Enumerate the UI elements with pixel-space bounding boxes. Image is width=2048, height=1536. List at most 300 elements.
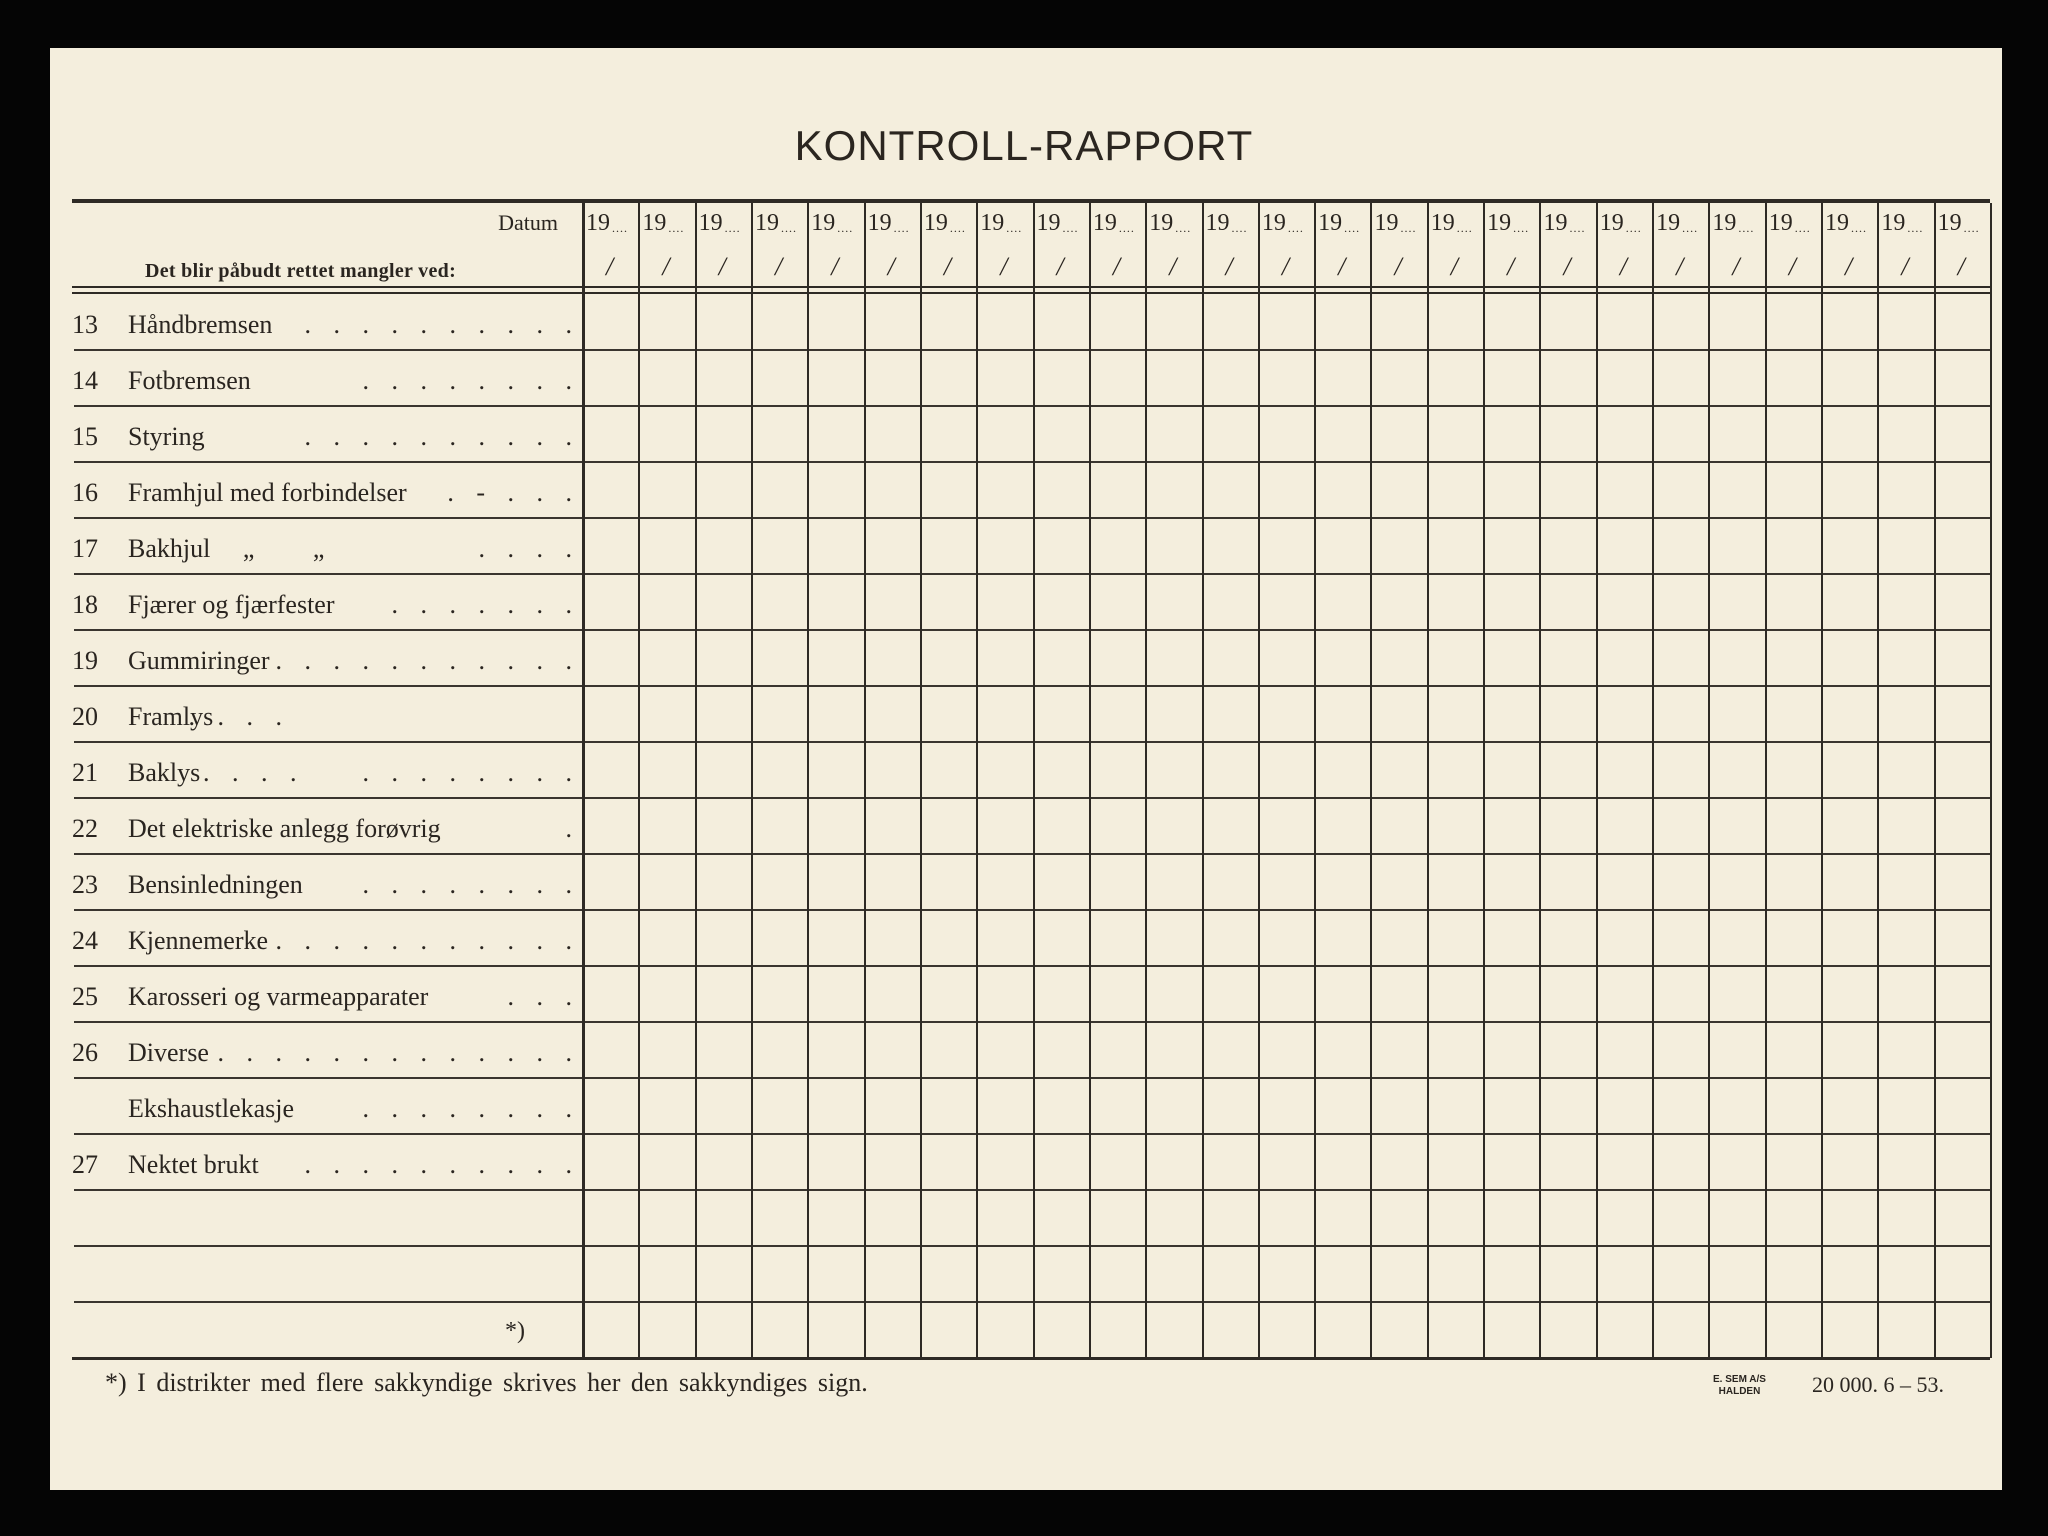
date-cell[interactable] [866,1023,919,1076]
date-cell[interactable] [1936,1023,1989,1076]
date-cell[interactable] [1316,1079,1369,1132]
date-cell[interactable] [1372,1023,1425,1076]
date-cell[interactable] [1260,1247,1313,1300]
date-cell[interactable] [1879,1247,1932,1300]
date-cell[interactable] [1035,519,1088,572]
date-cell[interactable] [866,743,919,796]
date-cell[interactable] [1823,799,1876,852]
date-cell[interactable] [922,1079,975,1132]
date-cell[interactable] [1879,911,1932,964]
date-cell[interactable] [1091,463,1144,516]
date-cell[interactable] [809,463,862,516]
date-cell[interactable] [1541,1303,1594,1356]
date-cell[interactable] [1541,799,1594,852]
date-cell[interactable] [640,1247,693,1300]
date-cell[interactable] [640,575,693,628]
date-cell[interactable] [584,687,637,740]
date-cell[interactable] [640,687,693,740]
date-cell[interactable] [1485,351,1538,404]
date-cell[interactable] [1035,1023,1088,1076]
date-cell[interactable] [1372,967,1425,1020]
date-cell[interactable] [1147,631,1200,684]
date-cell[interactable] [1316,687,1369,740]
date-cell[interactable] [1879,967,1932,1020]
date-cell[interactable] [1767,1023,1820,1076]
date-cell[interactable] [1429,911,1482,964]
date-cell[interactable] [1429,1135,1482,1188]
date-cell[interactable] [753,687,806,740]
date-cell[interactable] [1204,1303,1257,1356]
date-cell[interactable] [584,855,637,908]
date-cell[interactable] [866,1247,919,1300]
date-cell[interactable] [1372,463,1425,516]
date-cell[interactable] [1316,463,1369,516]
date-cell[interactable] [1823,1191,1876,1244]
date-cell[interactable] [1767,687,1820,740]
date-cell[interactable] [640,407,693,460]
date-cell[interactable] [866,855,919,908]
date-cell[interactable] [697,1079,750,1132]
date-cell[interactable] [978,1191,1031,1244]
date-cell[interactable] [1035,743,1088,796]
date-cell[interactable] [1372,1191,1425,1244]
date-cell[interactable] [1091,1303,1144,1356]
date-cell[interactable] [1316,519,1369,572]
date-cell[interactable] [809,351,862,404]
date-cell[interactable] [1316,351,1369,404]
date-cell[interactable] [1936,575,1989,628]
date-cell[interactable] [1372,351,1425,404]
date-cell[interactable] [1936,743,1989,796]
date-cell[interactable] [1541,519,1594,572]
date-cell[interactable] [1485,519,1538,572]
date-cell[interactable] [1485,799,1538,852]
date-cell[interactable] [753,351,806,404]
date-cell[interactable] [922,743,975,796]
date-cell[interactable] [1147,1023,1200,1076]
date-cell[interactable] [753,1191,806,1244]
date-cell[interactable] [1598,1135,1651,1188]
date-cell[interactable] [1429,967,1482,1020]
date-cell[interactable] [584,967,637,1020]
date-cell[interactable] [1204,1079,1257,1132]
date-cell[interactable] [1429,799,1482,852]
date-cell[interactable] [753,1023,806,1076]
date-cell[interactable] [1598,351,1651,404]
date-cell[interactable] [1654,519,1707,572]
date-cell[interactable] [1541,967,1594,1020]
date-cell[interactable] [1372,743,1425,796]
date-cell[interactable] [1429,463,1482,516]
date-cell[interactable] [1710,575,1763,628]
date-cell[interactable] [1372,1303,1425,1356]
date-cell[interactable] [1485,855,1538,908]
date-cell[interactable] [1372,631,1425,684]
date-cell[interactable] [584,575,637,628]
date-cell[interactable] [1147,1079,1200,1132]
date-cell[interactable] [1147,1303,1200,1356]
date-cell[interactable] [809,967,862,1020]
date-cell[interactable] [922,407,975,460]
date-cell[interactable] [866,295,919,348]
date-cell[interactable] [1598,631,1651,684]
date-cell[interactable] [1823,855,1876,908]
date-cell[interactable] [1091,575,1144,628]
date-cell[interactable] [1485,1135,1538,1188]
date-cell[interactable] [1204,1191,1257,1244]
date-cell[interactable] [1372,855,1425,908]
date-cell[interactable] [1598,1079,1651,1132]
date-cell[interactable] [1316,1303,1369,1356]
date-cell[interactable] [809,799,862,852]
date-cell[interactable] [1485,1023,1538,1076]
date-cell[interactable] [1767,1247,1820,1300]
date-cell[interactable] [1879,575,1932,628]
date-cell[interactable] [866,799,919,852]
date-cell[interactable] [1598,519,1651,572]
date-cell[interactable] [1316,911,1369,964]
date-cell[interactable] [1147,519,1200,572]
date-cell[interactable] [1372,1079,1425,1132]
date-cell[interactable] [1091,799,1144,852]
date-cell[interactable] [1485,295,1538,348]
date-cell[interactable] [1541,687,1594,740]
date-cell[interactable] [1710,295,1763,348]
date-cell[interactable] [922,687,975,740]
date-cell[interactable] [1260,575,1313,628]
date-cell[interactable] [1879,1023,1932,1076]
date-cell[interactable] [1204,911,1257,964]
date-cell[interactable] [1710,799,1763,852]
date-cell[interactable] [866,1303,919,1356]
date-cell[interactable] [809,631,862,684]
date-cell[interactable] [584,1303,637,1356]
date-cell[interactable] [1204,463,1257,516]
date-cell[interactable] [1204,1247,1257,1300]
date-cell[interactable] [1654,855,1707,908]
date-cell[interactable] [697,1303,750,1356]
date-cell[interactable] [640,1023,693,1076]
date-cell[interactable] [922,855,975,908]
date-cell[interactable] [1147,463,1200,516]
date-cell[interactable] [584,1079,637,1132]
date-cell[interactable] [1091,519,1144,572]
date-cell[interactable] [866,463,919,516]
date-cell[interactable] [1260,1303,1313,1356]
date-cell[interactable] [1147,967,1200,1020]
date-cell[interactable] [640,295,693,348]
date-cell[interactable] [640,799,693,852]
date-cell[interactable] [1429,1023,1482,1076]
date-cell[interactable] [922,1247,975,1300]
date-cell[interactable] [1710,519,1763,572]
date-cell[interactable] [1035,687,1088,740]
date-cell[interactable] [1936,855,1989,908]
date-cell[interactable] [1710,855,1763,908]
date-cell[interactable] [1541,407,1594,460]
date-cell[interactable] [584,295,637,348]
date-cell[interactable] [640,1135,693,1188]
date-cell[interactable] [697,351,750,404]
date-cell[interactable] [1204,743,1257,796]
date-cell[interactable] [1091,295,1144,348]
date-cell[interactable] [866,351,919,404]
date-cell[interactable] [1654,295,1707,348]
date-cell[interactable] [1541,1023,1594,1076]
date-cell[interactable] [1654,1247,1707,1300]
date-cell[interactable] [1823,351,1876,404]
date-cell[interactable] [1260,799,1313,852]
date-cell[interactable] [1204,1023,1257,1076]
date-cell[interactable] [640,351,693,404]
date-cell[interactable] [1316,1135,1369,1188]
date-cell[interactable] [1710,687,1763,740]
date-cell[interactable] [1710,911,1763,964]
date-cell[interactable] [753,743,806,796]
date-cell[interactable] [1541,295,1594,348]
date-cell[interactable] [1879,1135,1932,1188]
date-cell[interactable] [1372,519,1425,572]
date-cell[interactable] [1767,1303,1820,1356]
date-cell[interactable] [584,911,637,964]
date-cell[interactable] [1654,407,1707,460]
date-cell[interactable] [1485,631,1538,684]
date-cell[interactable] [1879,295,1932,348]
date-cell[interactable] [978,351,1031,404]
date-cell[interactable] [922,631,975,684]
date-cell[interactable] [1035,575,1088,628]
date-cell[interactable] [1429,687,1482,740]
date-cell[interactable] [978,1135,1031,1188]
date-cell[interactable] [1654,967,1707,1020]
date-cell[interactable] [1147,575,1200,628]
date-cell[interactable] [922,1023,975,1076]
date-cell[interactable] [1767,1135,1820,1188]
date-cell[interactable] [753,575,806,628]
date-cell[interactable] [697,407,750,460]
date-cell[interactable] [1316,631,1369,684]
date-cell[interactable] [1035,1135,1088,1188]
date-cell[interactable] [1372,911,1425,964]
date-cell[interactable] [1710,463,1763,516]
date-cell[interactable] [1710,1079,1763,1132]
date-cell[interactable] [1654,575,1707,628]
date-cell[interactable] [1541,463,1594,516]
date-cell[interactable] [1316,295,1369,348]
date-cell[interactable] [697,519,750,572]
date-cell[interactable] [1767,855,1820,908]
date-cell[interactable] [1260,855,1313,908]
date-cell[interactable] [1541,575,1594,628]
date-cell[interactable] [1091,1135,1144,1188]
date-cell[interactable] [1767,1191,1820,1244]
date-cell[interactable] [1091,1247,1144,1300]
date-cell[interactable] [1091,1079,1144,1132]
date-cell[interactable] [1260,1023,1313,1076]
date-cell[interactable] [809,1247,862,1300]
date-cell[interactable] [978,967,1031,1020]
date-cell[interactable] [1204,855,1257,908]
date-cell[interactable] [1936,1079,1989,1132]
date-cell[interactable] [922,463,975,516]
date-cell[interactable] [1710,967,1763,1020]
date-cell[interactable] [1767,351,1820,404]
date-cell[interactable] [1541,1079,1594,1132]
date-cell[interactable] [1035,1191,1088,1244]
date-cell[interactable] [1936,351,1989,404]
date-cell[interactable] [1710,631,1763,684]
date-cell[interactable] [978,407,1031,460]
date-cell[interactable] [1936,687,1989,740]
date-cell[interactable] [1260,295,1313,348]
date-cell[interactable] [978,855,1031,908]
date-cell[interactable] [584,1023,637,1076]
date-cell[interactable] [753,967,806,1020]
date-cell[interactable] [1598,743,1651,796]
date-cell[interactable] [753,1135,806,1188]
date-cell[interactable] [1429,743,1482,796]
date-cell[interactable] [1598,967,1651,1020]
date-cell[interactable] [1485,911,1538,964]
date-cell[interactable] [753,295,806,348]
date-cell[interactable] [978,1303,1031,1356]
date-cell[interactable] [1823,1023,1876,1076]
date-cell[interactable] [1710,1191,1763,1244]
date-cell[interactable] [1654,1079,1707,1132]
date-cell[interactable] [1316,575,1369,628]
date-cell[interactable] [584,1191,637,1244]
date-cell[interactable] [697,687,750,740]
date-cell[interactable] [1147,855,1200,908]
date-cell[interactable] [1429,855,1482,908]
date-cell[interactable] [1372,1247,1425,1300]
date-cell[interactable] [1823,295,1876,348]
date-cell[interactable] [922,1303,975,1356]
date-cell[interactable] [1429,575,1482,628]
date-cell[interactable] [697,799,750,852]
date-cell[interactable] [1541,911,1594,964]
date-cell[interactable] [1035,799,1088,852]
date-cell[interactable] [1598,1023,1651,1076]
date-cell[interactable] [1147,911,1200,964]
date-cell[interactable] [1147,799,1200,852]
date-cell[interactable] [1147,687,1200,740]
date-cell[interactable] [1710,1023,1763,1076]
date-cell[interactable] [1316,407,1369,460]
date-cell[interactable] [1260,519,1313,572]
date-cell[interactable] [1035,1079,1088,1132]
date-cell[interactable] [1091,351,1144,404]
date-cell[interactable] [1767,911,1820,964]
date-cell[interactable] [1823,575,1876,628]
date-cell[interactable] [866,687,919,740]
date-cell[interactable] [1936,1135,1989,1188]
date-cell[interactable] [1767,1079,1820,1132]
date-cell[interactable] [1767,295,1820,348]
date-cell[interactable] [1147,295,1200,348]
date-cell[interactable] [1485,687,1538,740]
date-cell[interactable] [1035,1247,1088,1300]
date-cell[interactable] [1654,463,1707,516]
date-cell[interactable] [1541,1191,1594,1244]
date-cell[interactable] [866,407,919,460]
date-cell[interactable] [753,855,806,908]
date-cell[interactable] [1316,1247,1369,1300]
date-cell[interactable] [1879,1191,1932,1244]
date-cell[interactable] [809,575,862,628]
date-cell[interactable] [1035,967,1088,1020]
date-cell[interactable] [1823,1303,1876,1356]
date-cell[interactable] [753,631,806,684]
date-cell[interactable] [809,1191,862,1244]
date-cell[interactable] [1654,799,1707,852]
date-cell[interactable] [697,295,750,348]
date-cell[interactable] [1091,631,1144,684]
date-cell[interactable] [1879,463,1932,516]
date-cell[interactable] [866,911,919,964]
date-cell[interactable] [922,519,975,572]
date-cell[interactable] [1823,1247,1876,1300]
date-cell[interactable] [1936,1191,1989,1244]
date-cell[interactable] [1316,743,1369,796]
date-cell[interactable] [978,1023,1031,1076]
date-cell[interactable] [809,1023,862,1076]
date-cell[interactable] [697,631,750,684]
date-cell[interactable] [1035,911,1088,964]
date-cell[interactable] [1091,1023,1144,1076]
date-cell[interactable] [1936,631,1989,684]
date-cell[interactable] [978,1247,1031,1300]
date-cell[interactable] [1879,687,1932,740]
date-cell[interactable] [809,1135,862,1188]
date-cell[interactable] [1429,407,1482,460]
date-cell[interactable] [1598,1303,1651,1356]
date-cell[interactable] [1767,631,1820,684]
date-cell[interactable] [1485,1303,1538,1356]
date-cell[interactable] [1147,1247,1200,1300]
date-cell[interactable] [1541,1135,1594,1188]
date-cell[interactable] [866,519,919,572]
date-cell[interactable] [1485,743,1538,796]
date-cell[interactable] [640,967,693,1020]
date-cell[interactable] [1372,575,1425,628]
date-cell[interactable] [753,1303,806,1356]
date-cell[interactable] [1429,1079,1482,1132]
date-cell[interactable] [1035,463,1088,516]
date-cell[interactable] [1598,295,1651,348]
date-cell[interactable] [922,1135,975,1188]
date-cell[interactable] [1541,631,1594,684]
date-cell[interactable] [1541,855,1594,908]
date-cell[interactable] [1879,855,1932,908]
date-cell[interactable] [584,407,637,460]
date-cell[interactable] [1541,1247,1594,1300]
date-cell[interactable] [1936,967,1989,1020]
date-cell[interactable] [1260,967,1313,1020]
date-cell[interactable] [809,911,862,964]
date-cell[interactable] [1147,407,1200,460]
date-cell[interactable] [1260,911,1313,964]
date-cell[interactable] [809,295,862,348]
date-cell[interactable] [978,1079,1031,1132]
date-cell[interactable] [584,799,637,852]
date-cell[interactable] [1204,631,1257,684]
date-cell[interactable] [1372,295,1425,348]
date-cell[interactable] [978,799,1031,852]
date-cell[interactable] [1260,351,1313,404]
date-cell[interactable] [1204,295,1257,348]
date-cell[interactable] [1429,1191,1482,1244]
